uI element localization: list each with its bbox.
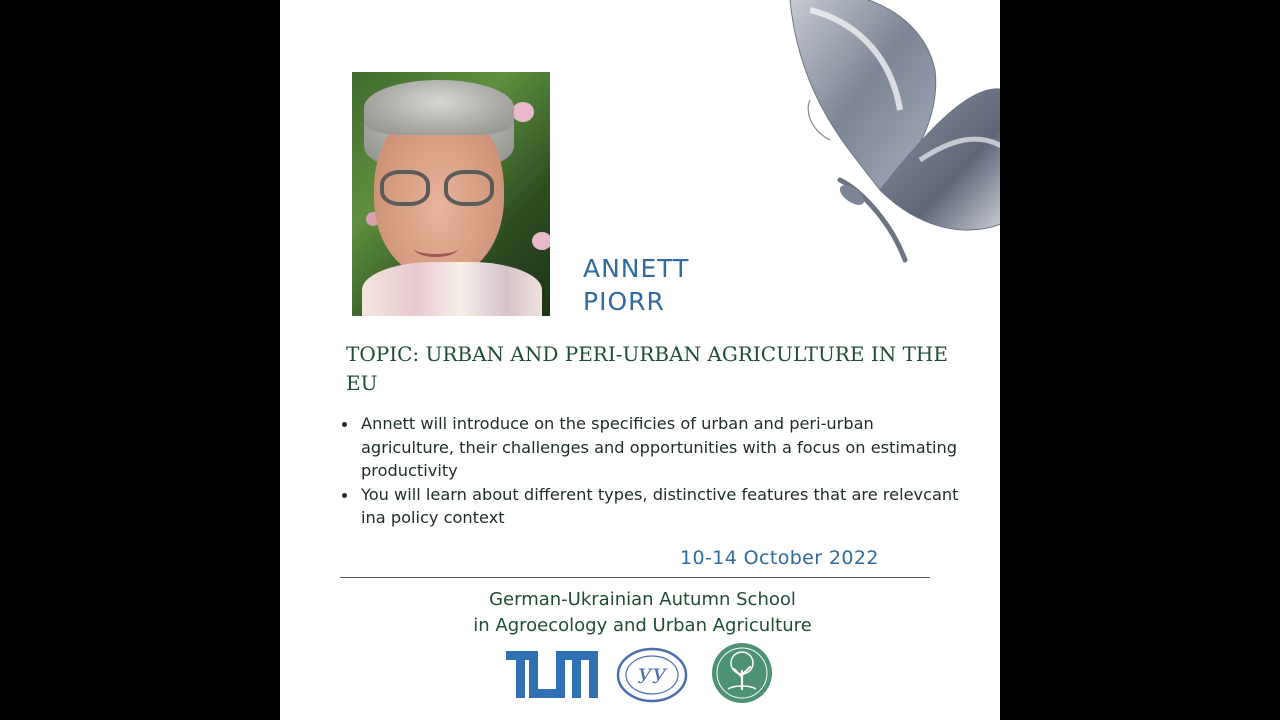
event-slide (280, 0, 1000, 720)
bullet-text: Annett will introduce on the specificies of urban and peri-urban agriculture, their challenges and opportunities with a focus on estimating productivity (361, 414, 957, 480)
description-list (342, 412, 962, 530)
tum-logo (506, 651, 598, 698)
tree-emblem-logo (710, 641, 774, 705)
speaker-name (583, 252, 689, 318)
butterfly-illustration (770, 0, 1000, 280)
school-name (340, 587, 945, 639)
school-name-line1: German-Ukrainian Autumn School (489, 589, 796, 610)
speaker-photo (352, 72, 550, 316)
bullet-icon (342, 493, 347, 498)
list-item (342, 483, 962, 530)
university-seal-logo (616, 647, 688, 703)
list-item (342, 412, 962, 483)
topic-heading: TOPIC: URBAN AND PERI-URBAN AGRICULTURE IN THE EU (346, 342, 948, 395)
bullet-text: You will learn about different types, distinctive features that are relevcant ina policy context (361, 484, 959, 527)
svg-text:УУ: УУ (637, 664, 667, 688)
event-date: 10-14 October 2022 (680, 547, 879, 569)
bullet-icon (342, 422, 347, 427)
speaker-first-name: ANNETT (583, 254, 690, 283)
school-name-line2: in Agroecology and Urban Agriculture (473, 615, 812, 636)
divider (340, 577, 930, 578)
speaker-last-name: PIORR (583, 287, 665, 316)
